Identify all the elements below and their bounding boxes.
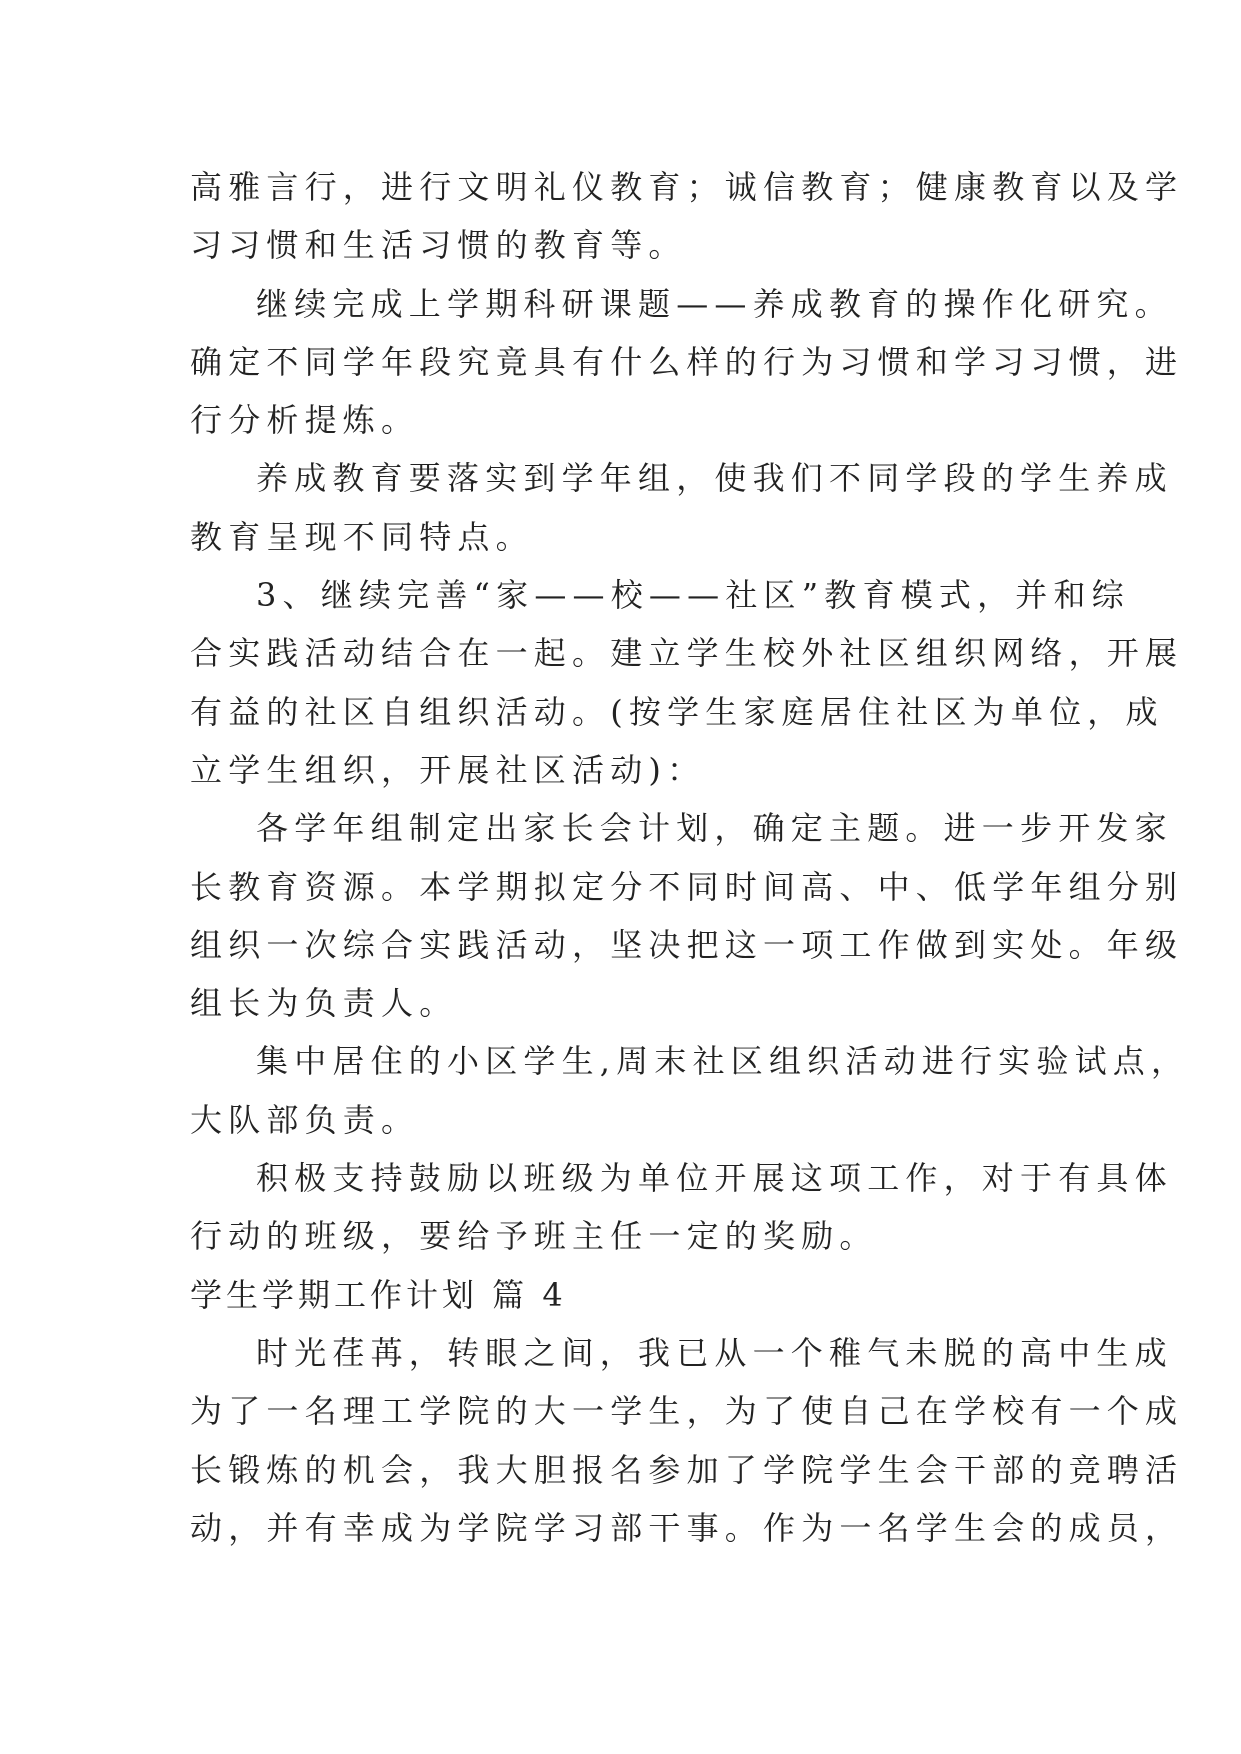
text-line: 动，并有幸成为学院学习部干事。作为一名学生会的成员，	[190, 1508, 1184, 1547]
text-line: 为了一名理工学院的大一学生，为了使自己在学校有一个成	[190, 1392, 1184, 1431]
section-heading: 学生学期工作计划 篇 4	[190, 1275, 567, 1314]
paragraph-start-line: 积极支持鼓励以班级为单位开展这项工作，对于有具体	[256, 1159, 1173, 1198]
paragraph-start-line: 时光荏苒，转眼之间，我已从一个稚气未脱的高中生成	[256, 1333, 1173, 1372]
text-line: 行动的班级，要给予班主任一定的奖励。	[190, 1217, 878, 1256]
paragraph-start-line: 3、继续完善“家——校——社区”教育模式，并和综	[256, 576, 1130, 615]
paragraph-start-line: 继续完成上学期科研课题——养成教育的操作化研究。	[256, 284, 1173, 323]
text-line: 有益的社区自组织活动。(按学生家庭居住社区为单位，成	[190, 692, 1164, 731]
paragraph-start-line: 各学年组制定出家长会计划，确定主题。进一步开发家	[256, 809, 1173, 848]
text-line: 长锻炼的机会，我大胆报名参加了学院学生会干部的竞聘活	[190, 1450, 1184, 1489]
text-line: 教育呈现不同特点。	[190, 517, 534, 556]
text-line: 组织一次综合实践活动，坚决把这一项工作做到实处。年级	[190, 925, 1184, 964]
paragraph-start-line: 集中居住的小区学生,周末社区组织活动进行实验试点，	[256, 1042, 1190, 1081]
document-body	[190, 158, 1190, 1557]
text-line: 组长为负责人。	[190, 984, 458, 1023]
text-line: 行分析提炼。	[190, 401, 420, 440]
text-line: 确定不同学年段究竟具有什么样的行为习惯和学习习惯，进	[190, 342, 1184, 381]
text-line: 习习惯和生活习惯的教育等。	[190, 226, 687, 265]
paragraph-start-line: 养成教育要落实到学年组，使我们不同学段的学生养成	[256, 459, 1173, 498]
text-line: 立学生组织，开展社区活动)：	[190, 750, 706, 789]
text-line: 大队部负责。	[190, 1100, 420, 1139]
text-line: 长教育资源。本学期拟定分不同时间高、中、低学年组分别	[190, 867, 1184, 906]
text-line: 高雅言行，进行文明礼仪教育；诚信教育；健康教育以及学	[190, 168, 1184, 206]
text-line: 合实践活动结合在一起。建立学生校外社区组织网络，开展	[190, 634, 1184, 673]
